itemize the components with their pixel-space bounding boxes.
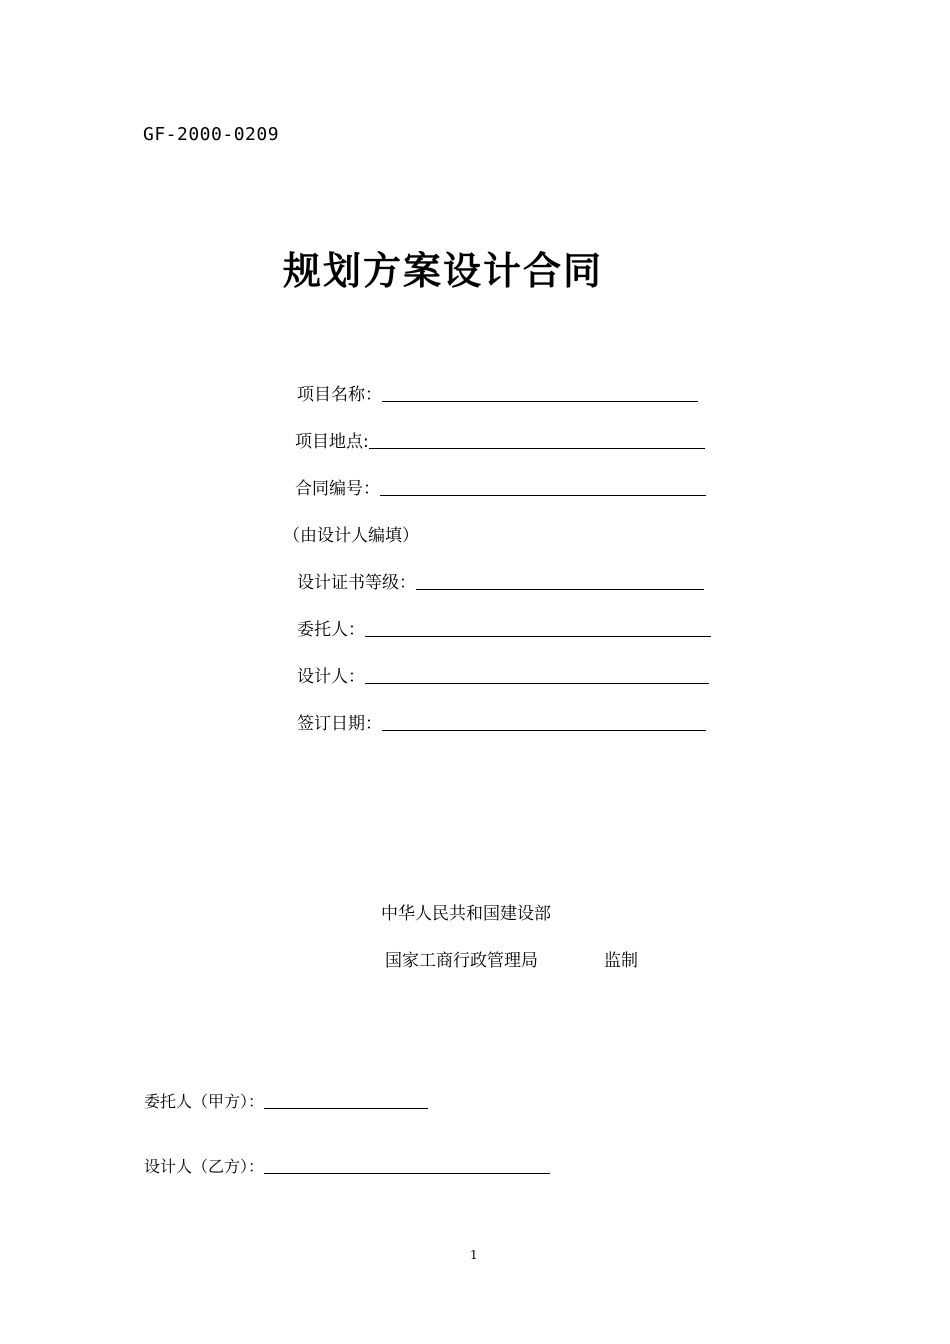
designer-field <box>297 660 709 688</box>
project-name-label: 项目名称： <box>297 385 382 405</box>
issuer-supervision: 监制 <box>604 951 638 971</box>
contract-number-label: 合同编号： <box>295 479 380 499</box>
project-name-blank[interactable] <box>382 400 698 402</box>
contract-number-blank[interactable] <box>380 494 706 496</box>
designer-blank[interactable] <box>365 682 709 684</box>
party-a-blank[interactable] <box>264 1107 428 1109</box>
issuer-bureau: 国家工商行政管理局 <box>385 951 538 971</box>
party-b-field <box>144 1152 550 1178</box>
designer-label: 设计人： <box>297 667 365 687</box>
sign-date-field <box>297 707 706 735</box>
project-location-field <box>295 425 705 453</box>
party-b-label: 设计人（乙方）： <box>144 1157 265 1176</box>
party-b-blank[interactable] <box>264 1172 550 1174</box>
cert-grade-label: 设计证书等级： <box>297 573 416 593</box>
project-location-label: 项目地点: <box>295 432 369 452</box>
party-a-field <box>144 1087 428 1113</box>
project-name-field <box>297 378 698 406</box>
client-blank[interactable] <box>365 635 711 637</box>
document-code: GF-2000-0209 <box>143 124 280 145</box>
contract-number-field <box>295 472 706 500</box>
party-a-label: 委托人（甲方）： <box>144 1092 265 1111</box>
sign-date-blank[interactable] <box>382 729 706 731</box>
page-number: 1 <box>470 1248 478 1262</box>
sign-date-label: 签订日期： <box>297 714 382 734</box>
client-label: 委托人： <box>297 620 365 640</box>
filled-by-designer-note: （由设计人编填） <box>283 526 419 546</box>
client-field <box>297 613 711 641</box>
issuer-ministry: 中华人民共和国建设部 <box>381 904 551 924</box>
contract-title: 规划方案设计合同 <box>283 249 604 293</box>
cert-grade-field <box>297 566 704 594</box>
cert-grade-blank[interactable] <box>416 588 704 590</box>
project-location-blank[interactable] <box>369 447 705 449</box>
